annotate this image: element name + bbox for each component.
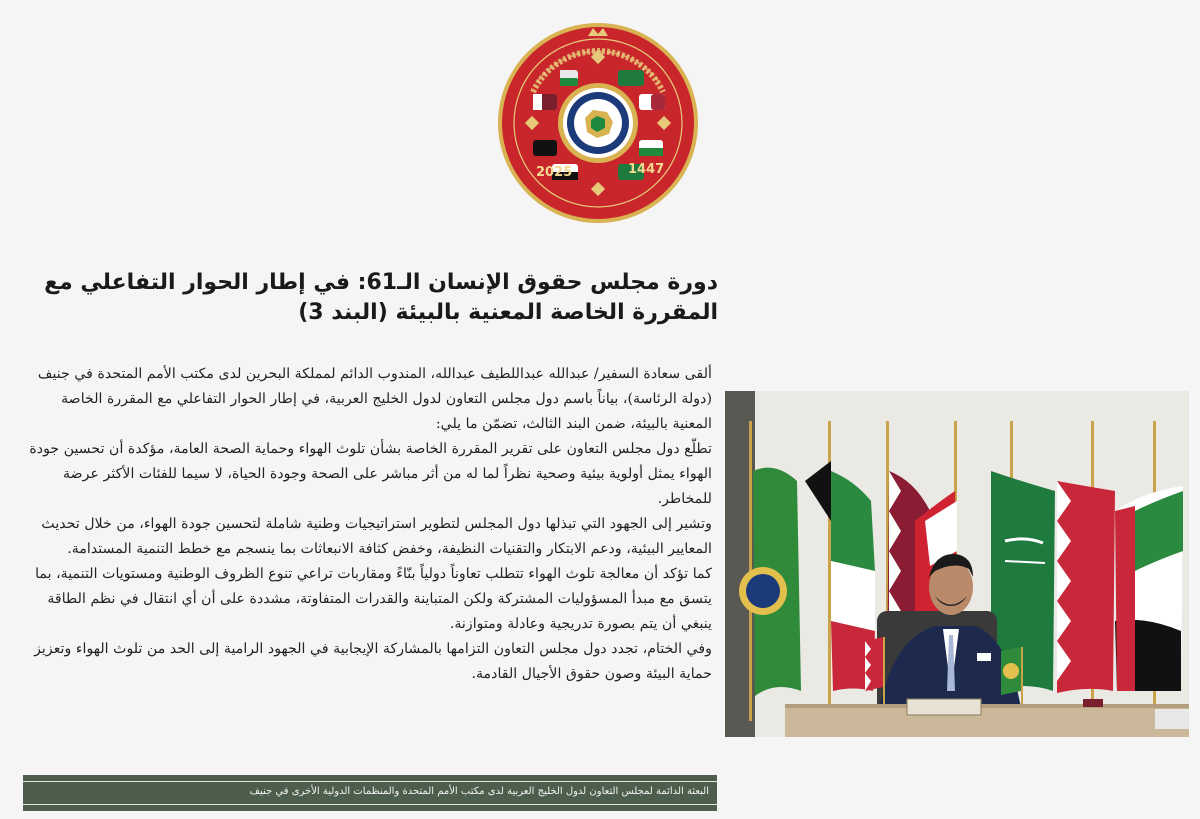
article-title: دورة مجلس حقوق الإنسان الـ61: في إطار الحوار التفاعلي مع المقررة الخاصة المعنية بالبيئة (البند 3) xyxy=(44,270,718,325)
footer-bottom-rule xyxy=(23,804,717,805)
emblem-year-gregorian: 2025 xyxy=(536,165,573,180)
ambassador-with-gcc-flags-photo xyxy=(725,391,1189,737)
ambassador-photo xyxy=(725,391,1189,737)
article-paragraph: ألقى سعادة السفير/ عبدالله عبداللطيف عبدالله، المندوب الدائم لمملكة البحرين لدى مكتب الأمم المتحدة في جنيف (دولة الرئاسة)، بياناً باسم دول مجلس التعاون لدول الخليج العربية، في إطار الحوار التفاعلي مع المقررة الخاصة المعنية بالبيئة، ضمن البند الثالث، تضمّن ما يلي: xyxy=(37,366,712,432)
bahrain-gcc-summit-emblem-icon xyxy=(497,22,699,224)
footer-mission-name: البعثة الدائمة لمجلس التعاون لدول الخليج العربية لدى مكتب الأمم المتحدة والمنظمات الدولية الأخرى في جنيف xyxy=(249,786,709,797)
article-paragraph: وفي الختام، تجدد دول مجلس التعاون التزامها بالمشاركة الإيجابية في الجهود الرامية إلى الحد من تلوث الهواء وتعزيز حماية البيئة وصون حقوق الأجيال القادمة. xyxy=(34,641,712,682)
footer-band xyxy=(23,775,717,811)
article-paragraph: وتشير إلى الجهود التي تبذلها دول المجلس لتطوير استراتيجيات وطنية شاملة لتحسين جودة الهواء، من خلال تحديث المعايير البيئية، ودعم الابتكار والتقنيات النظيفة، وخفض كثافة الانبعاثات بما ينسجم مع خطط التنمية المستدامة. xyxy=(41,516,712,557)
summit-emblem xyxy=(497,22,699,224)
footer-top-rule xyxy=(23,781,717,782)
article-paragraph: كما تؤكد أن معالجة تلوث الهواء تتطلب تعاوناً دولياً بنّاءً ومقاربات تراعي تنوع الظروف الوطنية ومستويات التنمية، بما يتسق مع مبدأ المسؤوليات المشتركة ولكن المتباينة والقدرات المتفاوتة، مشددة على أن أي انتقال في نظم الطاقة ينبغي أن يتم بصورة تدريجية وعادلة ومتوازنة. xyxy=(35,566,712,632)
article-body xyxy=(22,362,712,687)
article-paragraph: تطلّع دول مجلس التعاون على تقرير المقررة الخاصة بشأن تلوث الهواء وحماية الصحة العامة، مؤكدة أن تحسين جودة الهواء يمثل أولوية بيئية وصحية نظراً لما له من أثر مباشر على الصحة وجودة الحياة، لا سيما للفئات الأكثر عرضة للمخاطر. xyxy=(29,441,712,507)
emblem-year-hijri: 1447 xyxy=(628,162,665,177)
